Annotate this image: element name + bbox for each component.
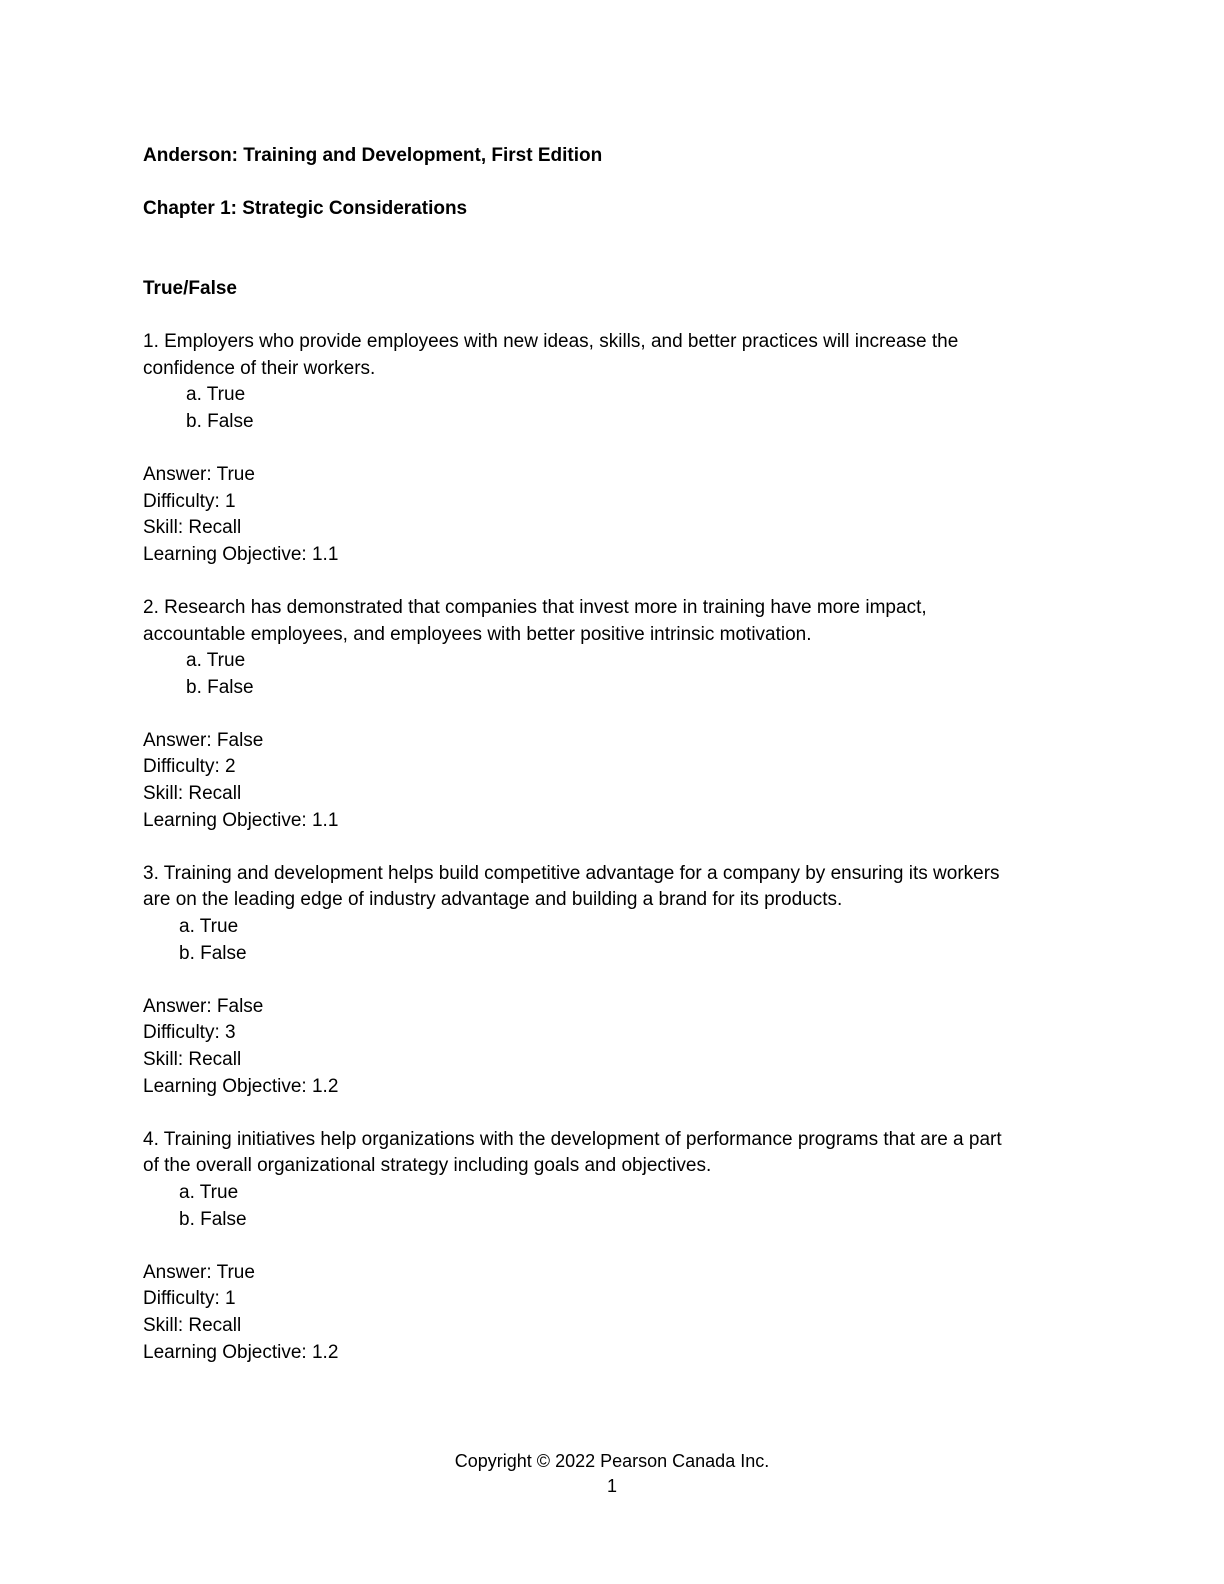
- question-stem-line: 3. Training and development helps build competitive advantage for a company by ensuring its workers: [143, 862, 1000, 884]
- option-list: [143, 382, 1083, 435]
- question-stem-line: 4. Training initiatives help organizations with the development of performance programs that are a part: [143, 1128, 1002, 1150]
- difficulty-line: Difficulty: 1: [143, 1288, 236, 1310]
- difficulty-line: Difficulty: 2: [143, 756, 236, 778]
- option-b: b. False: [179, 1208, 247, 1230]
- copyright-notice: Copyright © 2022 Pearson Canada Inc.: [454, 1451, 770, 1471]
- answer-line: Answer: False: [143, 995, 264, 1017]
- book-title: Anderson: Training and Development, First Edition: [143, 145, 603, 166]
- skill-line: Skill: Recall: [143, 1314, 242, 1336]
- answer-line: Answer: True: [143, 1261, 255, 1283]
- skill-line: Skill: Recall: [143, 1049, 242, 1070]
- option-b: b. False: [186, 410, 254, 432]
- objective-line: Learning Objective: 1.1: [143, 543, 339, 565]
- option-list: [143, 1180, 1083, 1233]
- question-stem-line: 2. Research has demonstrated that companies that invest more in training have more impact,: [143, 596, 927, 618]
- objective-line: Learning Objective: 1.1: [143, 809, 339, 831]
- option-list: [143, 648, 1083, 701]
- question-stem-line: confidence of their workers.: [143, 357, 376, 379]
- objective-line: Learning Objective: 1.2: [143, 1075, 339, 1097]
- option-b: b. False: [179, 942, 247, 964]
- difficulty-line: Difficulty: 1: [143, 490, 236, 512]
- option-a: a. True: [179, 916, 239, 938]
- option-b: b. False: [186, 676, 254, 698]
- option-a: a. True: [186, 650, 246, 672]
- question-2: [143, 595, 1083, 834]
- page-footer: [0, 1449, 1224, 1499]
- objective-line: Learning Objective: 1.2: [143, 1341, 339, 1363]
- question-stem-line: accountable employees, and employees with better positive intrinsic motivation.: [143, 623, 812, 645]
- option-a: a. True: [179, 1181, 239, 1203]
- page-number: 1: [606, 1476, 617, 1496]
- difficulty-line: Difficulty: 3: [143, 1022, 236, 1044]
- section-title: True/False: [143, 277, 237, 299]
- answer-line: Answer: False: [143, 729, 264, 751]
- question-3: [143, 861, 1083, 1100]
- option-a: a. True: [186, 384, 246, 406]
- skill-line: Skill: Recall: [143, 783, 242, 805]
- question-stem-line: of the overall organizational strategy including goals and objectives.: [143, 1155, 712, 1177]
- question-stem-line: 1. Employers who provide employees with new ideas, skills, and better practices will increase the: [143, 330, 959, 352]
- question-stem-line: are on the leading edge of industry advantage and building a brand for its products.: [143, 889, 843, 911]
- option-list: [143, 914, 1083, 967]
- question-4: [143, 1127, 1083, 1366]
- page-content: [143, 143, 1083, 1393]
- chapter-title: Chapter 1: Strategic Considerations: [143, 198, 468, 220]
- answer-line: Answer: True: [143, 463, 255, 485]
- question-1: [143, 329, 1083, 568]
- skill-line: Skill: Recall: [143, 517, 242, 539]
